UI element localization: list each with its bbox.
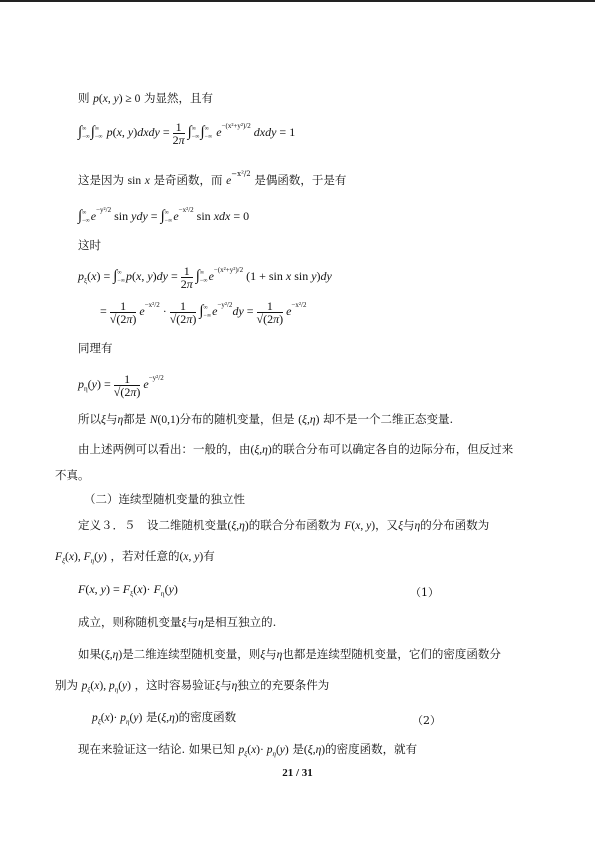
text-line-5: 这时	[78, 238, 101, 252]
equation-odd-integrals: ∫∞ $-\infty e^{-y^2/2}$ sin ydy = ∫∞ $-\infty e^{-x^2/2}$ sin xdx = 0	[78, 206, 250, 225]
text: 则	[78, 91, 90, 105]
text-line-continuous-1: 如果(ξ,η)是二维连续型随机变量，则ξ与η也都是连续型随机变量，它们的密度函数分	[78, 647, 501, 661]
text-line-independence: 成立，则称随机变量ξ与η是相互独立的.	[78, 615, 277, 629]
equation-marginal-xi-line1: $p_\xi(x)$ = ∫∞ −∞p(x, y)dy = $\frac{1}{2\pi}$ ∫∞ $-\infty e^{-(x^2+y^2)/2}$ (1 + sin x sin y)dy	[78, 263, 332, 291]
text-line-1: 则 p(x, y) ≥ 0 为显然，且有	[78, 91, 214, 105]
equation-independence-cdf: F(x, $y) = F_\xi(x)\cdot F_\eta(y)$	[78, 582, 178, 598]
text-line-8: 同理有	[78, 341, 113, 355]
formula-p-nonneg: p	[93, 93, 99, 105]
text-line-continuous-2: 别为 $p_\xi(x)$, $p_\eta(y)$ ，这时容易验证ξ与η独立的充要条件为	[55, 678, 330, 694]
equation-independence-density: $p_\xi(x)\cdot p_\eta(y)$ 是(ξ,η)的密度函数	[92, 710, 237, 726]
equation-number-2: （2）	[412, 714, 441, 727]
text: 为显然，且有	[144, 91, 214, 105]
page-number: 21 / 31	[282, 767, 313, 779]
definition-line-1: 定义３．５ 设二维随机变量(ξ,η)的联合分布函数为 F(x, y)，又ξ与η的分布函数为	[78, 518, 490, 532]
equation-normalization: ∫∞ −∞∫∞ −∞ p(x, y)dxdy = $\frac{1}{2\pi}$ ∫∞ −∞∫∞ −∞ $e^{-(x^2+y^2)/2}$ dxdy = 1	[78, 119, 296, 147]
text-line-last: 现在来验证这一结论. 如果已知 $p_\xi(x)\cdot p_\eta(y)$ 是(ξ,η)的密度函数，就有	[78, 742, 418, 758]
equation-number-1: （1）	[410, 586, 439, 599]
equation-marginal-xi-line2: = $\frac{1}{√(2\pi)}$ $e^{-x^2/2}$ · $\frac{1}{√(2\pi)}$ ∫∞ $-\infty e^{-y^2/2}dy$ = $\frac{1}{√(2\pi)}$ $e^{-x^2/2}$	[100, 298, 307, 326]
text-line-10: 所以ξ与η都是 N(0,1)分布的随机变量，但是 (ξ,η) 却不是一个二维正态变量.	[78, 412, 454, 426]
equation-marginal-eta: $p_\eta(y)$ = $\frac{1}{√(2\pi)}$ $e^{-y^2/2}$	[78, 371, 164, 399]
section-heading: （二）连续型随机变量的独立性	[84, 492, 245, 506]
text-line-3: 这是因为 sin x 是奇函数，而 $e^{-x^2/2}$ 是偶函数，于是有	[78, 170, 347, 187]
definition-line-2: $F_\xi(x)$, $F_\eta(y)$ ，若对任意的(x, y)有	[55, 549, 215, 565]
text-line-12: 不真。	[55, 468, 90, 482]
top-border-line	[0, 0, 595, 2]
text-line-11: 由上述两例可以看出：一般的，由(ξ,η)的联合分布可以确定各自的边际分布，但反过来	[78, 442, 514, 456]
